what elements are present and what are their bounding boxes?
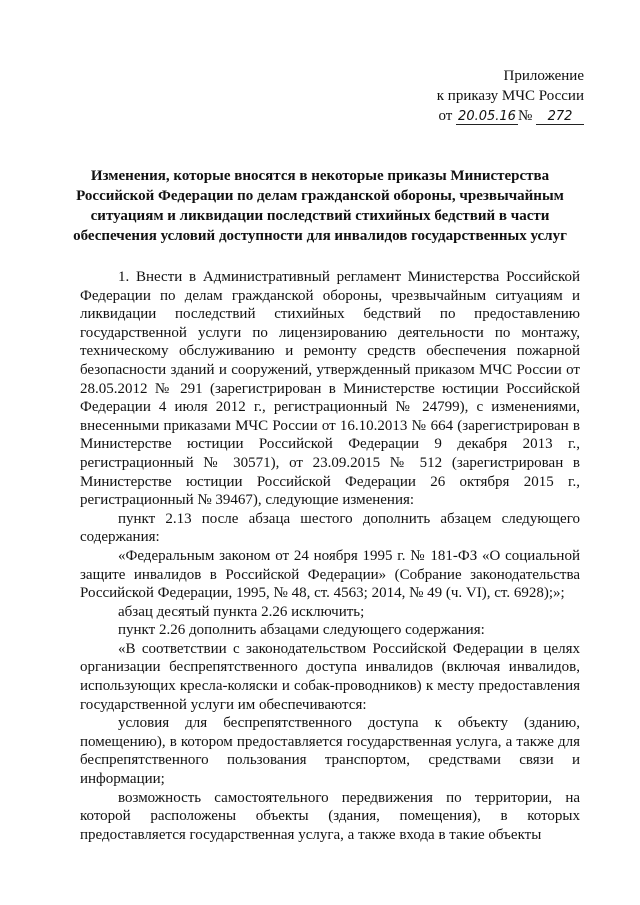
appendix-date-line bbox=[437, 106, 584, 126]
document-body bbox=[80, 268, 580, 844]
paragraph-1: 1. Внести в Административный регламент Министерства Российской Федерации по делам гражданской обороны, чрезвычайным ситуациям и ликвидации последствий стихийных бедствий по предоставлению государственной услуги по лицензированию деятельности по монтажу, техническому обслуживанию и ремонту средств обеспечения пожарной безопасности зданий и сооружений, утвержденный приказом МЧС России от 28.05.2012 № 291 (зарегистрирован в Министерстве юстиции Российской Федерации 4 июля 2012 г., регистрационный № 24799), с изменениями, внесенными приказами МЧС России от 16.10.2013 № 664 (зарегистрирован в Министерстве юстиции Российской Федерации 9 декабря 2013 г., регистрационный № 30571), от 23.09.2015 № 512 (зарегистрирован в Министерстве юстиции Российской Федерации 26 октября 2015 г., регистрационный № 39467), следующие изменения: bbox=[80, 269, 580, 509]
appendix-header bbox=[437, 66, 584, 126]
paragraph-2: пункт 2.13 после абзаца шестого дополнить абзацем следующего содержания: bbox=[80, 510, 580, 546]
from-label: от bbox=[438, 108, 453, 124]
paragraph-4: абзац десятый пункта 2.26 исключить; bbox=[118, 603, 365, 620]
number-label: № bbox=[517, 108, 533, 124]
document-title: Изменения, которые вносятся в некоторые приказы Министерства Российской Федерации по делам гражданской обороны, чрезвычайным ситуациям и ликвидации последствий стихийных бедствий в части обеспечения условий доступности для инвалидов государственных услуг bbox=[73, 168, 567, 244]
paragraph-8: возможность самостоятельного передвижения по территории, на которой расположены объекты (здания, помещения), в которых предоставляется государственная услуга, а также входа в такие объекты bbox=[80, 789, 580, 843]
paragraph-5: пункт 2.26 дополнить абзацами следующего содержания: bbox=[118, 622, 485, 639]
appendix-order-ref: к приказу МЧС России bbox=[436, 88, 584, 104]
paragraph-6: «В соответствии с законодательством Российской Федерации в целях организации беспрепятственного доступа инвалидов (включая инвалидов, использующих кресла-коляски и собак-проводников) к месту предоставления государственной услуги им обеспечиваются: bbox=[80, 640, 580, 713]
handwritten-date: 20.05.16 bbox=[458, 109, 516, 124]
appendix-label: Приложение bbox=[503, 68, 584, 84]
handwritten-number: 272 bbox=[536, 110, 584, 125]
paragraph-7: условия для беспрепятственного доступа к объекту (зданию, помещению), в котором предоставляется государственная услуга, а также для беспрепятственного пользования транспортом, средствами связи и информации; bbox=[80, 715, 580, 788]
paragraph-3: «Федеральным законом от 24 ноября 1995 г. № 181-ФЗ «О социальной защите инвалидов в Российской Федерации» (Собрание законодательства Российской Федерации, 1995, № 48, ст. 4563; 2014, № 49 (ч. VI), ст. 6928);»; bbox=[80, 547, 580, 602]
